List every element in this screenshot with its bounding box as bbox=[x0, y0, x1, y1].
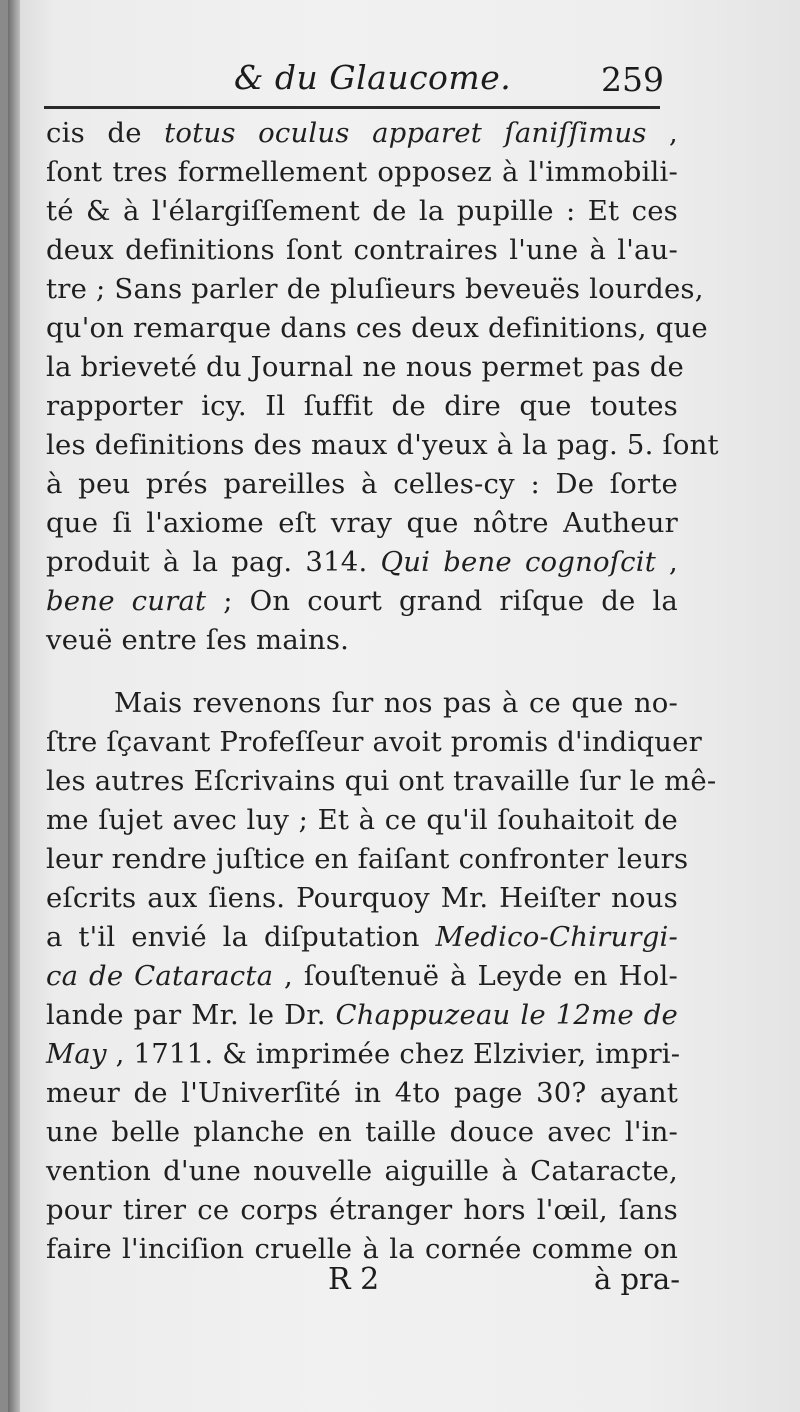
running-title: & du Glaucome. bbox=[234, 58, 512, 97]
signature-mark: R 2 bbox=[328, 1262, 380, 1297]
text-line: ſtre ſçavant Profeſſeur avoit promis d'indiquer bbox=[46, 726, 702, 758]
text-line: la brieveté du Journal ne nous permet pas de bbox=[46, 351, 685, 383]
text-line: rapporter icy. Il ſuffit de dire que toutes bbox=[46, 390, 678, 422]
text-line: pour tirer ce corps étranger hors l'œil, ſans bbox=[46, 1194, 678, 1226]
text-line: que ſi l'axiome eſt vray que nôtre Autheur bbox=[46, 507, 678, 539]
text-line: une belle planche en taille douce avec l'in- bbox=[46, 1116, 678, 1148]
text-line: cis de totus oculus apparet ſaniſſimus , bbox=[46, 117, 679, 149]
text-line: bene curat ; On court grand riſque de la bbox=[46, 585, 678, 617]
text-line: lande par Mr. le Dr. Chappuzeau le 12me de bbox=[46, 999, 678, 1031]
text-line: produit à la pag. 314. Qui bene cognoſcit , bbox=[46, 546, 678, 578]
text-line: les definitions des maux d'yeux à la pag. 5. ſont bbox=[46, 429, 719, 461]
text-line: ſont tres formellement opposez à l'immobili- bbox=[46, 156, 678, 188]
text-line: vention d'une nouvelle aiguille à Cataracte, bbox=[46, 1155, 678, 1187]
book-page bbox=[8, 0, 800, 1412]
text-line: leur rendre juſtice en faiſant confronter leurs bbox=[46, 843, 689, 875]
text-line: May , 1711. & imprimée chez Elzivier, impri- bbox=[46, 1038, 681, 1070]
header-rule bbox=[44, 106, 660, 109]
page-number: 259 bbox=[601, 60, 664, 99]
text-line: qu'on remarque dans ces deux definitions, que bbox=[46, 312, 708, 344]
paragraph-gap bbox=[46, 660, 678, 684]
text-line: a t'il envié la diſputation Medico-Chirurgi- bbox=[46, 921, 678, 953]
page-header bbox=[44, 58, 664, 104]
text-line: eſcrits aux ſiens. Pourquoy Mr. Heiſter nous bbox=[46, 882, 678, 914]
text-line: deux definitions ſont contraires l'une à l'au- bbox=[46, 234, 678, 266]
page-gutter-shadow bbox=[8, 0, 20, 1412]
text-line: ca de Cataracta , ſouſtenuë à Leyde en Hol- bbox=[46, 960, 678, 992]
text-line: faire l'inciſion cruelle à la cornée comme on bbox=[46, 1233, 678, 1265]
text-line: meur de l'Univerſité in 4to page 30? ayant bbox=[46, 1077, 678, 1109]
text-line: les autres Eſcrivains qui ont travaille ſur le mê- bbox=[46, 765, 717, 797]
page-footer bbox=[44, 1262, 680, 1306]
text-line: tre ; Sans parler de pluſieurs beveuës lourdes, bbox=[46, 273, 704, 305]
catchword: à pra- bbox=[593, 1262, 680, 1296]
body-text bbox=[46, 114, 719, 1269]
text-line: veuë entre ſes mains. bbox=[46, 624, 350, 656]
text-line: à peu prés pareilles à celles-cy : De ſorte bbox=[46, 468, 678, 500]
text-line: Mais revenons ſur nos pas à ce que no- bbox=[114, 687, 678, 719]
text-line: me ſujet avec luy ; Et à ce qu'il ſouhaitoit de bbox=[46, 804, 678, 836]
text-line: té & à l'élargiſſement de la pupille : Et ces bbox=[46, 195, 678, 227]
